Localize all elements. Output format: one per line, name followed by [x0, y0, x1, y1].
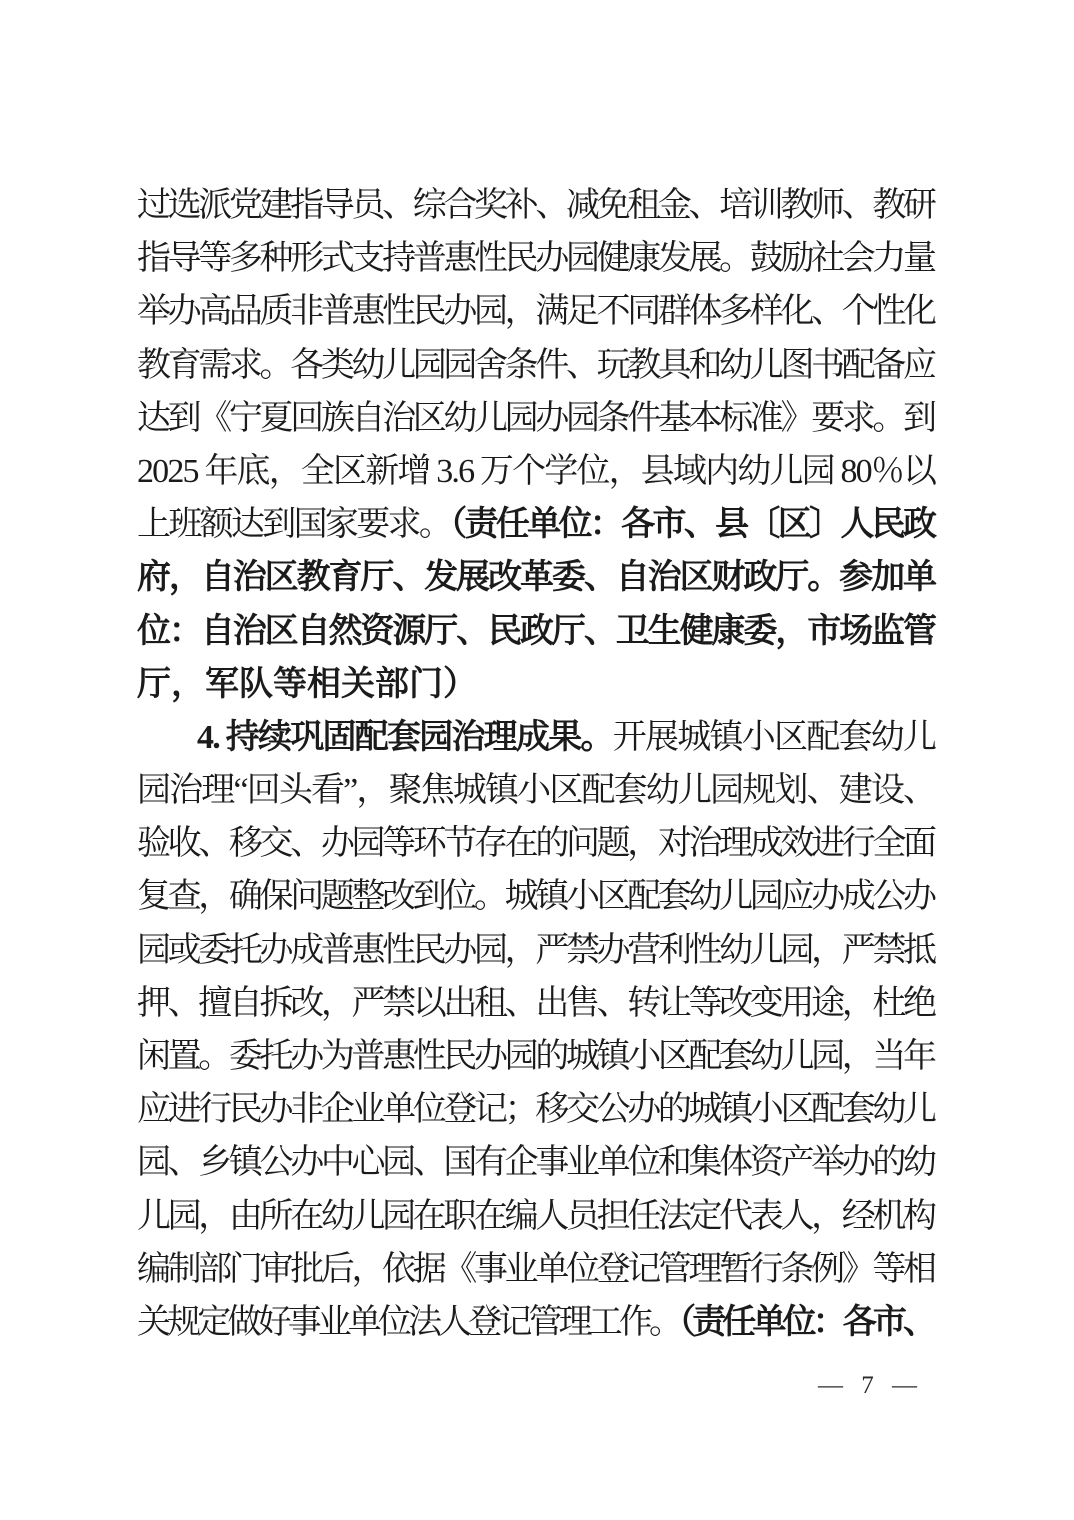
text-line: [137, 1083, 937, 1136]
page-number: — 7 —: [818, 1372, 918, 1399]
text-segment: 上班额达到国家要求。: [137, 506, 451, 544]
text-line: [137, 1190, 937, 1243]
text-segment: 应进行民办非企业单位登记；移交公办的城镇小区配套幼儿: [137, 1091, 934, 1129]
emphasis-text-segment: 位：自治区自然资源厅、民政厅、卫生健康委，市场监管: [137, 612, 935, 650]
text-segment: 关规定做好事业单位法人登记管理工作。: [137, 1303, 680, 1341]
text-segment: 园或委托办成普惠性民办园，严禁办营利性幼儿园，严禁抵: [137, 931, 934, 969]
text-line: [137, 392, 937, 445]
text-line: [137, 658, 937, 711]
text-segment: 教育需求。各类幼儿园园舍条件、玩教具和幼儿图书配备应: [137, 346, 934, 384]
text-line: [137, 339, 937, 392]
text-segment: 2025 年底，全区新增 3.6 万个学位，县域内幼儿园 80％以: [137, 452, 936, 490]
text-segment: 园、乡镇公办中心园、国有企事业单位和集体资产举办的幼: [137, 1144, 934, 1182]
emphasis-text-segment: 4. 持续巩固配套园治理成果。: [197, 718, 613, 756]
text-line: [137, 1136, 937, 1189]
text-line: [137, 711, 937, 764]
text-segment: 闲置。委托办为普惠性民办园的城镇小区配套幼儿园，当年: [137, 1038, 934, 1075]
text-line: [137, 817, 937, 870]
text-segment: 开展城镇小区配套幼儿: [612, 718, 936, 756]
emphasis-text-segment: （责任单位：各市、县〔区〕人民政: [450, 506, 935, 544]
text-segment: 验收、移交、办园等环节存在的问题，对治理成效进行全面: [137, 825, 934, 863]
text-line: [137, 977, 937, 1030]
text-line: [137, 870, 937, 923]
text-line: [137, 232, 937, 285]
text-segment: 押、擅自拆改，严禁以出租、出售、转让等改变用途，杜绝: [137, 984, 934, 1022]
text-segment: 举办高品质非普惠性民办园，满足不同群体多样化、个性化: [137, 293, 934, 331]
text-line: [137, 1243, 937, 1296]
emphasis-text-segment: （责任单位：各市、: [679, 1303, 934, 1341]
page-footer: [749, 1344, 918, 1428]
text-line: [137, 1296, 937, 1349]
text-line: [137, 179, 937, 232]
emphasis-text-segment: 府，自治区教育厅、发展改革委、自治区财政厅。参加单: [137, 559, 935, 597]
text-segment: 达到《宁夏回族自治区幼儿园办园条件基本标准》要求。到: [137, 399, 934, 437]
text-line: [137, 445, 937, 498]
text-segment: 指导等多种形式支持普惠性民办园健康发展。鼓励社会力量: [137, 240, 934, 278]
text-segment: 园治理“回头看”，聚焦城镇小区配套幼儿园规划、建设、: [137, 772, 936, 810]
document-body: [137, 179, 937, 1349]
emphasis-text-segment: 厅，军队等相关部门）: [137, 665, 477, 703]
text-segment: 复查，确保问题整改到位。城镇小区配套幼儿园应办成公办: [137, 878, 934, 916]
text-segment: 过选派党建指导员、综合奖补、减免租金、培训教师、教研: [137, 187, 934, 224]
text-line: [137, 1030, 937, 1083]
text-segment: 儿园，由所在幼儿园在职在编人员担任法定代表人，经机构: [137, 1197, 934, 1235]
text-segment: 编制部门审批后，依据《事业单位登记管理暂行条例》等相: [137, 1250, 934, 1288]
text-line: [137, 285, 937, 338]
text-line: [137, 498, 937, 551]
text-line: [137, 605, 937, 658]
text-line: [137, 551, 937, 604]
text-line: [137, 764, 937, 817]
text-line: [137, 924, 937, 977]
